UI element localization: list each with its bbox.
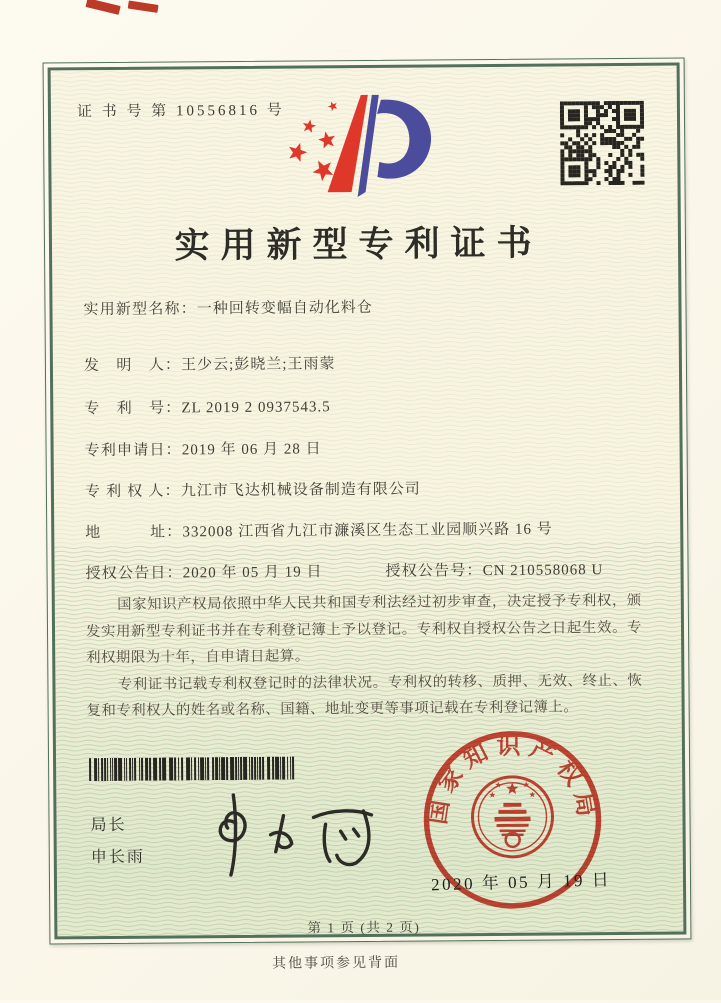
barcode: [87, 756, 303, 781]
field-value: 一种回转变幅自动化料仓: [196, 299, 373, 318]
field-row-filing-date: [85, 437, 322, 460]
grant-number-label: 授权公告号：: [385, 563, 483, 580]
commissioner-signature: [197, 788, 398, 882]
backside-note: 其他事项参见背面: [272, 955, 401, 972]
seal-date: 2020 年 05 月 19 日: [430, 870, 612, 895]
legal-paragraph-1: 国家知识产权局依照中华人民共和国专利法经过初步审查，决定授予专利权，颁发实用新型专利证书并在专利登记簿上予以登记。专利权自授权公告之日起生效。专利权期限为十年，自申请日起算。: [85, 592, 643, 667]
field-row-patent-number: [84, 395, 331, 418]
field-row-inventors: [84, 352, 336, 375]
legal-text: [86, 588, 643, 725]
seal-ring-text: 国家知识产权局: [425, 733, 600, 827]
field-value: 九江市飞达机械设备制造有限公司: [180, 481, 421, 500]
legal-paragraph-2: 专利证书记载专利权登记时的法律状况。专利权的转移、质押、无效、终止、恢复和专利权人的姓名或名称、国籍、地址变更等事项记载在专利登记簿上。: [86, 672, 643, 720]
grant-date-label: 授权公告日：: [85, 565, 183, 583]
field-value: 2019 年 06 月 28 日: [181, 441, 322, 459]
seal-national-emblem: [472, 777, 553, 858]
field-value: 王少云;彭晓兰;王雨蒙: [181, 356, 336, 374]
scan-red-mark: [128, 1, 159, 13]
grant-date: 2020 年 05 月 19 日: [182, 564, 323, 582]
field-label: 实用新型名称：: [83, 301, 197, 319]
field-label: 专 利 号：: [84, 400, 182, 418]
field-label: 专 利 权 人：: [84, 483, 181, 501]
field-label: 发 明 人：: [83, 357, 182, 375]
field-label: 专利申请日：: [84, 442, 182, 460]
qr-code: [560, 101, 645, 186]
field-value: 332008 江西省九江市濂溪区生态工业园顺兴路 16 号: [182, 521, 553, 541]
field-row-patentee: [85, 478, 421, 502]
field-label: 地 址：: [85, 524, 183, 542]
logo-blue-p-bowl: [377, 99, 432, 178]
scan-red-mark: [86, 0, 121, 15]
officer-title: 局长: [90, 816, 127, 835]
officer-name: 申长雨: [90, 848, 145, 867]
field-row-address: [85, 517, 553, 542]
certificate-title: 实用新型专利证书: [174, 223, 543, 266]
cnipa-logo: [269, 89, 450, 204]
field-value: ZL 2019 2 0937543.5: [181, 399, 331, 417]
page-footer: 第 1 页 (共 2 页): [307, 919, 421, 936]
certificate-number: 证 书 号 第 10556816 号: [76, 102, 285, 121]
field-row-name: [83, 296, 373, 319]
field-row-grant: [85, 558, 603, 583]
grant-number: CN 210558068 U: [482, 562, 604, 580]
logo-stars: [289, 102, 338, 182]
